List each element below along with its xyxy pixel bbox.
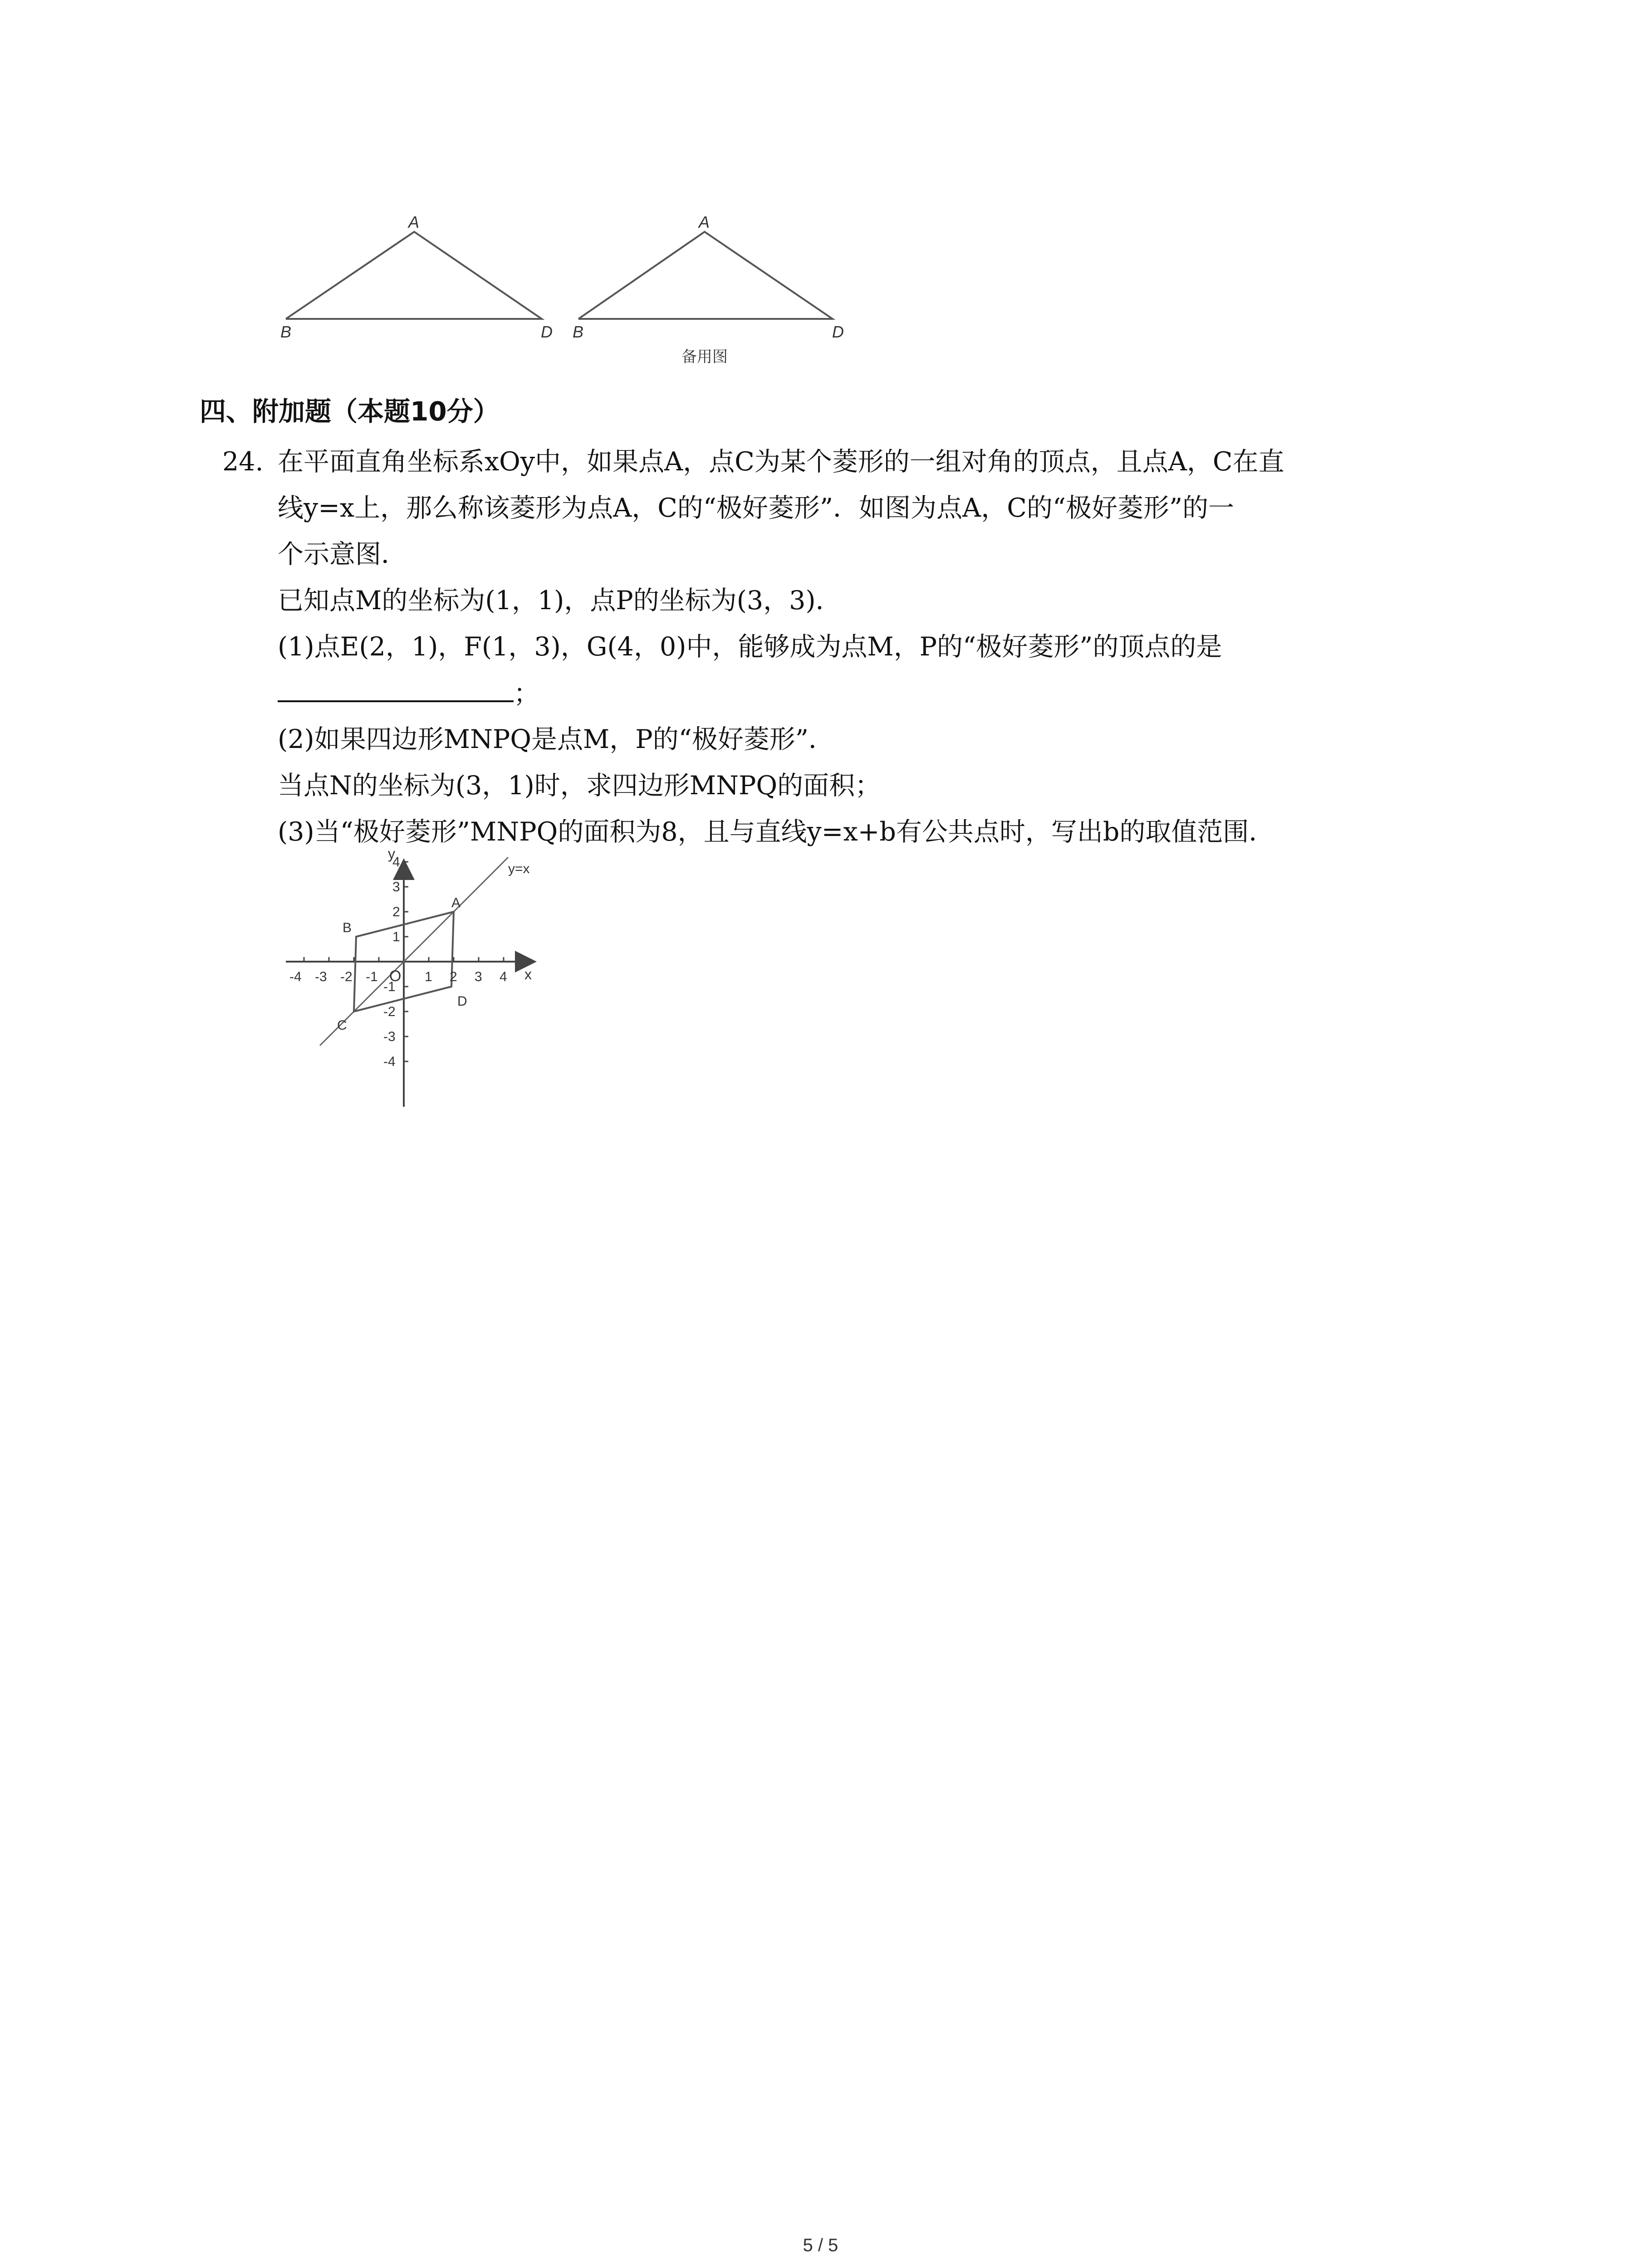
question-line: 线y=x上，那么称该菱形为点A，C的“极好菱形”．如图为点A，C的“极好菱形”的一 [278, 493, 1234, 523]
vertex-d-label: D [541, 323, 553, 341]
x-tick-label: 4 [500, 969, 507, 984]
y-tick-label: -4 [383, 1054, 396, 1069]
semicolon: ； [514, 679, 539, 709]
section-title: 四、附加题（本题10分） [200, 396, 500, 427]
y-tick-label: 2 [392, 904, 400, 919]
line-label: y=x [508, 861, 530, 876]
x-tick-label: -4 [289, 969, 302, 984]
origin-label: O [389, 968, 402, 985]
point-d-label: D [457, 994, 467, 1009]
question-number: 24. [222, 447, 264, 477]
part-2-question: 当点N的坐标为(3，1)时，求四边形MNPQ的面积； [278, 771, 881, 801]
question-line: 在平面直角坐标系xOy中，如果点A，点C为某个菱形的一组对角的顶点，且点A，C在直 [278, 447, 1284, 477]
page-number: 5 / 5 [803, 2235, 838, 2255]
y-tick-label: -3 [383, 1029, 396, 1044]
x-tick-label: -1 [366, 969, 378, 984]
triangle-figure [254, 213, 572, 358]
question-line: 已知点M的坐标为(1，1)，点P的坐标为(3，3)． [278, 586, 842, 616]
part-3-prompt: (3)当“极好菱形”MNPQ的面积为8，且与直线y=x+b有公共点时，写出b的取值范围． [278, 817, 1275, 847]
y-tick-label: -1 [383, 979, 396, 994]
part-1-answer-line [278, 680, 539, 707]
answer-blank [278, 680, 514, 702]
x-tick-label: -2 [340, 969, 353, 984]
point-b-label: B [343, 920, 352, 935]
y-tick-label: 1 [392, 929, 400, 944]
x-axis-label: x [524, 966, 532, 982]
point-a-label: A [451, 895, 461, 910]
part-1-prompt: (1)点E(2，1)，F(1，3)，G(4，0)中，能够成为点M，P的“极好菱形”的顶点的是 [278, 632, 1222, 662]
vertex-b-label: B [280, 323, 292, 341]
y-tick-label: 3 [392, 880, 400, 894]
y-axis-label: y [388, 846, 395, 862]
x-tick-label: 2 [450, 969, 457, 984]
vertex-a-label: A [699, 213, 710, 231]
coordinate-figure [281, 846, 535, 1114]
y-tick-label: -2 [383, 1004, 396, 1019]
line-y-equals-x [320, 857, 508, 1046]
x-tick-label: 3 [475, 969, 482, 984]
part-2-prompt: (2)如果四边形MNPQ是点M，P的“极好菱形”． [278, 724, 835, 754]
x-tick-label: -3 [315, 969, 327, 984]
backup-figure-caption: 备用图 [681, 348, 728, 366]
triangle-figure-backup [544, 213, 871, 376]
vertex-d-label: D [832, 323, 844, 341]
vertex-b-label: B [573, 323, 584, 341]
point-c-label: C [337, 1018, 347, 1033]
x-tick-label: 1 [425, 969, 432, 984]
question-line: 个示意图． [278, 539, 407, 569]
vertex-a-label: A [408, 213, 420, 231]
y-tick-label: 4 [392, 855, 400, 870]
